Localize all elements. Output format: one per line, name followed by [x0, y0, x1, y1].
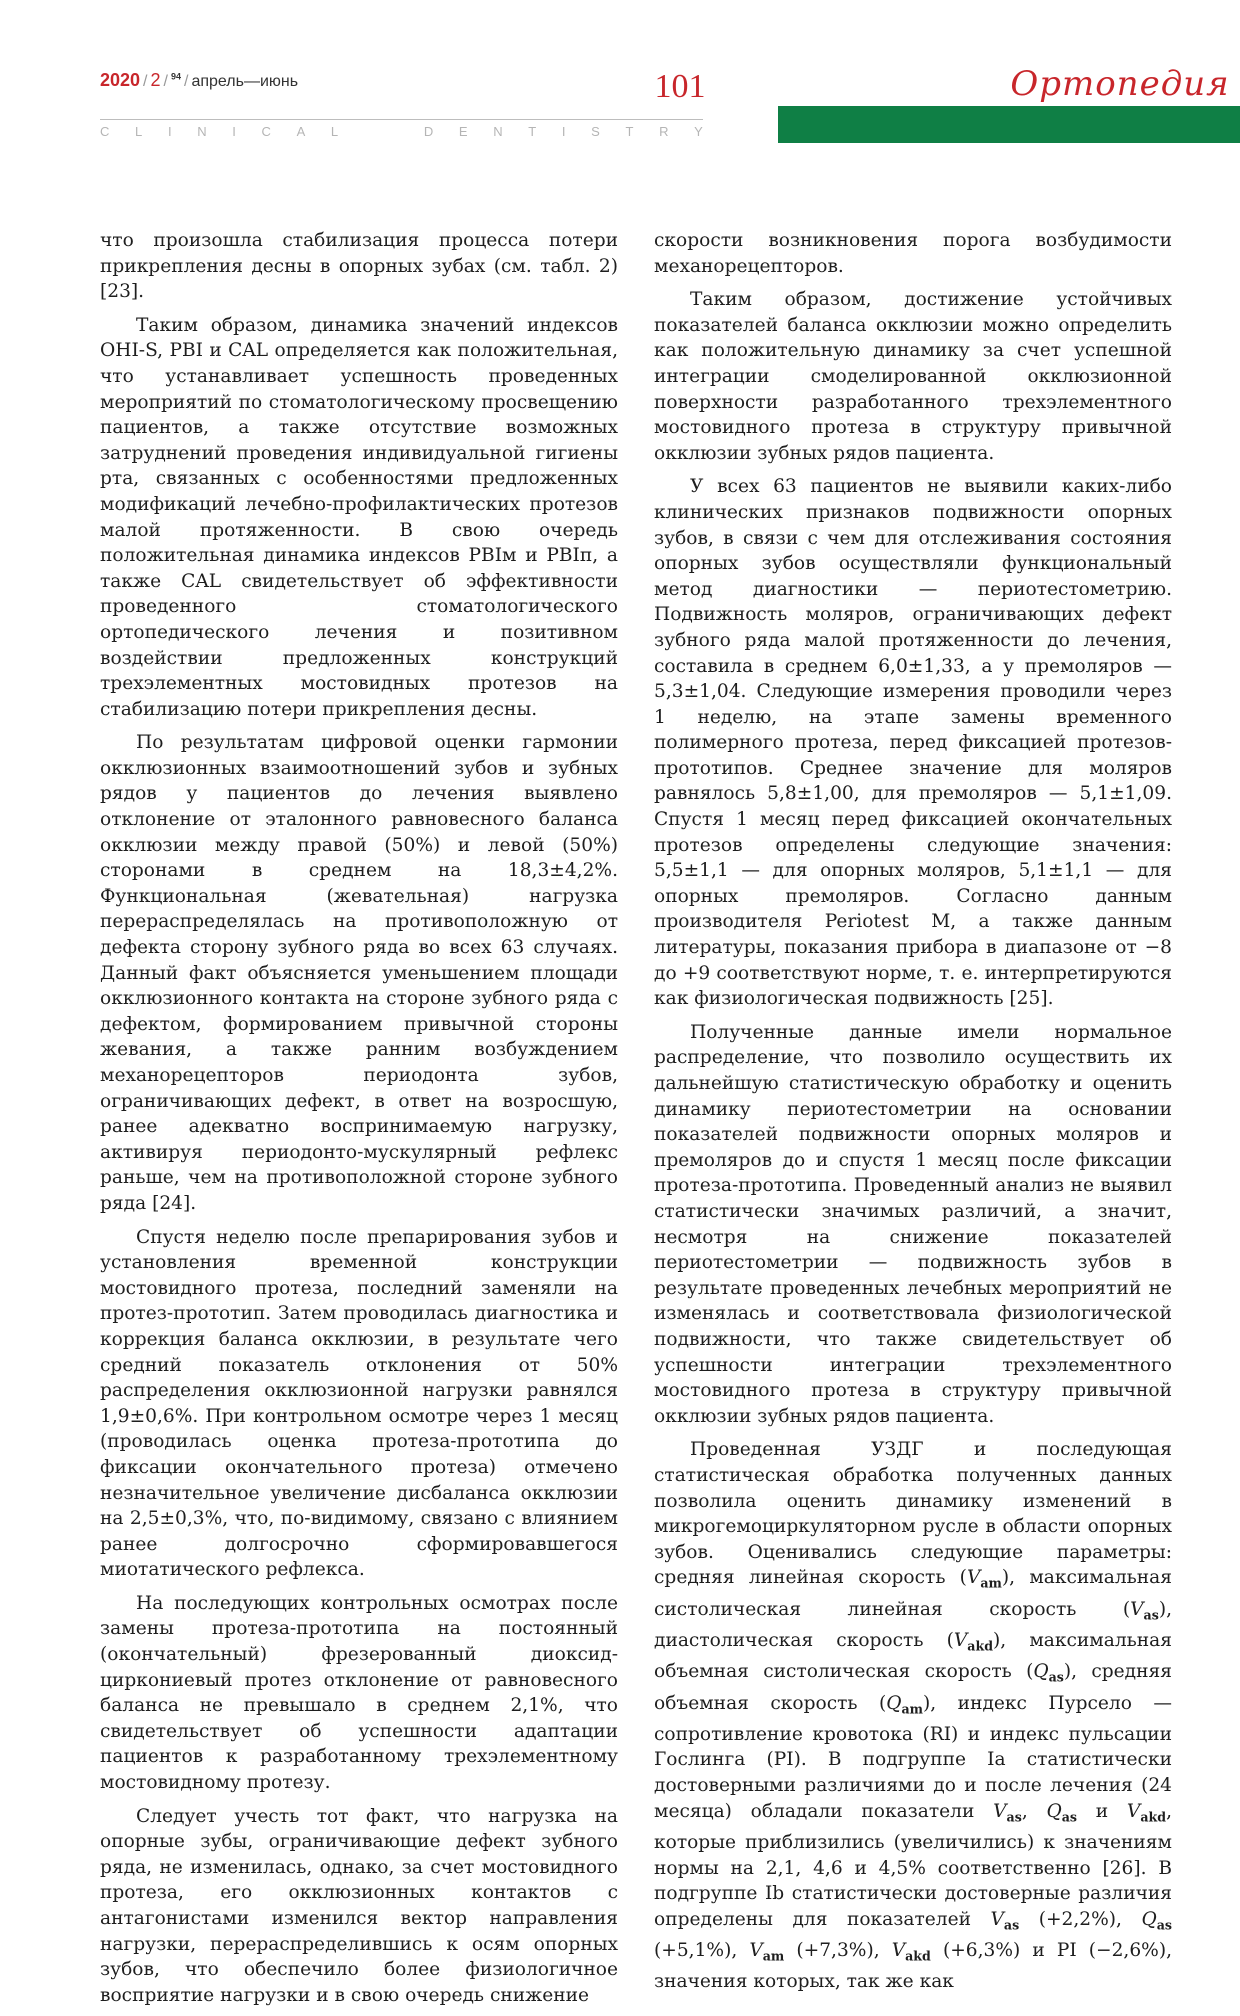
- section-color-bar: [778, 106, 1240, 143]
- issue-total: 94: [170, 71, 181, 82]
- journal-letter: N: [197, 124, 207, 139]
- header-rule: [100, 119, 703, 120]
- journal-letter: T: [528, 124, 537, 139]
- journal-letter: E: [458, 124, 468, 139]
- journal-letter: Y: [694, 124, 703, 139]
- section-title: Ортопедия: [1010, 64, 1230, 104]
- paragraph: Следует учесть тот факт, что нагрузка на опорные зубы, ограничивающие дефект зубного ряда, не изменилась, однако, за счет мостовидного протеза, его окклюзионных контактов с антагонистами изменился вектор направления нагрузки, перераспределившись к осям опорных зубов, что обеспечило более физиологичное восприятие нагрузки и в свою очередь снижение: [100, 1805, 618, 2006]
- journal-letter: D: [423, 124, 434, 139]
- journal-letter: T: [625, 124, 634, 139]
- paragraph: У всех 63 пациентов не выявили каких-либо клинических признаков подвижности опорных зубов, в связи с чем для отслеживания состояния опорных зубов осуществляли функциональный метод диагностики — периотестометрию. Подвижность моляров, ограничивающих дефект зубного ряда малой протяженности до лечения, составила в среднем 6,0±1,33, а у премоляров — 5,3±1,04. Следующие измерения проводили через 1 неделю, на этапе замены временного полимерного протеза, перед фиксацией протезов-прототипов. Среднее значение для моляров равнялось 5,8±1,00, для премоляров — 5,1±1,09. Спустя 1 месяц перед фиксацией окончательных протезов определены следующие значения: 5,5±1,1 — для опорных моляров, 5,1±1,1 — для опорных премоляров. Согласно данным производителя Periotest M, а также данным литературы, показания прибора в диапазоне от −8 до +9 соответствуют норме, т. е. интерпретируются как физиологическая подвижность [25].: [654, 476, 1172, 1010]
- journal-letter: C: [100, 124, 110, 139]
- journal-letter: A: [296, 124, 306, 139]
- paragraph: По результатам цифровой оценки гармонии окклюзионных взаимоотношений зубов и зубных рядов у пациентов до лечения выявлено отклонение от эталонного равновесного баланса окклюзии между правой (50%) и левой (50%) сторонами в среднем на 18,3±4,2%. Функциональная (жевательная) нагрузка перераспределялась на противоположную от дефекта сторону зубного ряда во всех 63 случаях. Данный факт объясняется уменьшением площади окклюзионного контакта на стороне зубного ряда с дефектом, формированием привычной стороны жевания, а также ранним возбуждением механорецепторов периодонта зубов, ограничивающих дефект, в ответ на возросшую, ранее адекватно воспринимаемую нагрузку, активируя периодонто-мускулярный рефлекс раньше, чем на противоположной стороне зубного ряда [24].: [100, 732, 618, 1214]
- paragraph: скорости возникновения порога возбудимости механорецепторов.: [654, 230, 1172, 277]
- journal-name: [100, 124, 703, 142]
- paragraph: Таким образом, достижение устойчивых показателей баланса окклюзии можно определить как положительную динамику за счет успешной интеграции смоделированной окклюзионной поверхности разработанного трехэлементного мостовидного протеза в структуру привычной окклюзии зубных рядов пациента.: [654, 289, 1172, 464]
- text-column-right: [654, 228, 1172, 2003]
- page-number: 101: [654, 68, 706, 105]
- issue-info: 2020 / 2 / $^{94}$ / апрель—июнь: [100, 70, 299, 90]
- paragraph: На последующих контрольных осмотрах после замены протеза-прототипа на постоянный (окончательный) фрезерованный диоксид-циркониевый протез отклонение от равновесного баланса не превышало в среднем 2,1%, что свидетельствует об успешности адаптации пациентов к разработанному трехэлементному мостовидному протезу.: [100, 1592, 618, 1794]
- journal-letter: S: [591, 124, 600, 139]
- paragraph: Проведенная УЗДГ и последующая статистическая обработка полученных данных позволила оценить динамику изменений в микрогемоциркуляторном русле в области опорных зубов. Оценивались следующие параметры: средняя линейная скорость $(V_{am})$, максимальная систолическая линейная скорость $(V_{as})$, диастолическая скорость $(V_{akd})$, максимальная объемная систолическая скорость $(Q_{as})$, средняя объемная скорость $(Q_{am})$, индекс Пурсело — сопротивление кровотока (RI) и индекс пульсации Гослинга (PI). В подгруппе Ia статистически достоверными различиями до и после лечения (24 месяца) обладали показатели $V_{as}$, $Q_{as}$ и $V_{akd}$, которые приблизились (увеличились) к значениям нормы на 2,1, 4,6 и 4,5% соответственно [26]. В подгруппе Ib статистически достоверные различия определены для показателей $V_{as}$ (+2,2%), $Q_{as}$ (+5,1%), $V_{am}$ (+7,3%), $V_{akd}$ (+6,3%) и PI (−2,6%), значения которых, так же как: [654, 1439, 1172, 1993]
- journal-letter: I: [167, 124, 172, 139]
- paragraph: Таким образом, динамика значений индексов OHI-S, PBI и CAL определяется как положительная, что устанавливает успешность проведенных мероприятий по стоматологическому просвещению пациентов, а также отсутствие возможных затруднений проведения индивидуальной гигиены рта, связанных с особенностями предложенных модификаций лечебно-профилактических протезов малой протяженности. В свою очередь положительная динамика индексов PBIм и PBIп, а также CAL свидетельствует об эффективности проведенного стоматологического ортопедического лечения и позитивном воздействии предложенных конструкций трехэлементных мостовидных протезов на стабилизацию потери прикрепления десны.: [100, 314, 618, 720]
- journal-letter: I: [232, 124, 236, 139]
- paragraph: Спустя неделю после препарирования зубов и установления временной конструкции мостовидного протеза, последний заменяли на протез-прототип. Затем проводилась диагностика и коррекция баланса окклюзии, в результате чего средний показатель отклонения от 50% распределения окклюзионной нагрузки равнялся 1,9±0,6%. При контрольном осмотре через 1 месяц (проводилась оценка протеза-прототипа до фиксации окончательного протеза) отмечено незначительное увеличение дисбаланса окклюзии на 2,5±0,3%, что, по-видимому, связано с влиянием ранее долгосрочно сформировавшегося миотатического рефлекса.: [100, 1226, 618, 1581]
- paragraph: Полученные данные имели нормальное распределение, что позволило осуществить их дальнейшую статистическую обработку и оценить динамику периотестометрии на основании показателей подвижности опорных моляров и премоляров до и спустя 1 месяц после фиксации протеза-прототипа. Проведенный анализ не выявил статистически значимых различий, а значит, несмотря на снижение показателей периотестометрии — подвижность зубов в результате проведенных лечебных мероприятий не изменялась и соответствовала физиологической подвижности, что также свидетельствует об успешности интеграции трехэлементного мостовидного протеза в структуру привычной окклюзии зубных рядов пациента.: [654, 1021, 1172, 1427]
- journal-letter: L: [135, 124, 143, 139]
- journal-letter: C: [261, 124, 271, 139]
- journal-letter: N: [493, 124, 503, 139]
- text-column-left: [100, 228, 618, 2016]
- journal-letter: L: [330, 124, 339, 139]
- issue-year: 2020: [100, 70, 141, 90]
- issue-number: 2: [150, 70, 161, 90]
- issue-months: апрель—июнь: [191, 73, 299, 90]
- journal-letter: R: [659, 124, 669, 139]
- journal-letter: I: [561, 124, 566, 139]
- paragraph: что произошла стабилизация процесса потери прикрепления десны в опорных зубах (см. табл. 2) [23].: [100, 230, 618, 303]
